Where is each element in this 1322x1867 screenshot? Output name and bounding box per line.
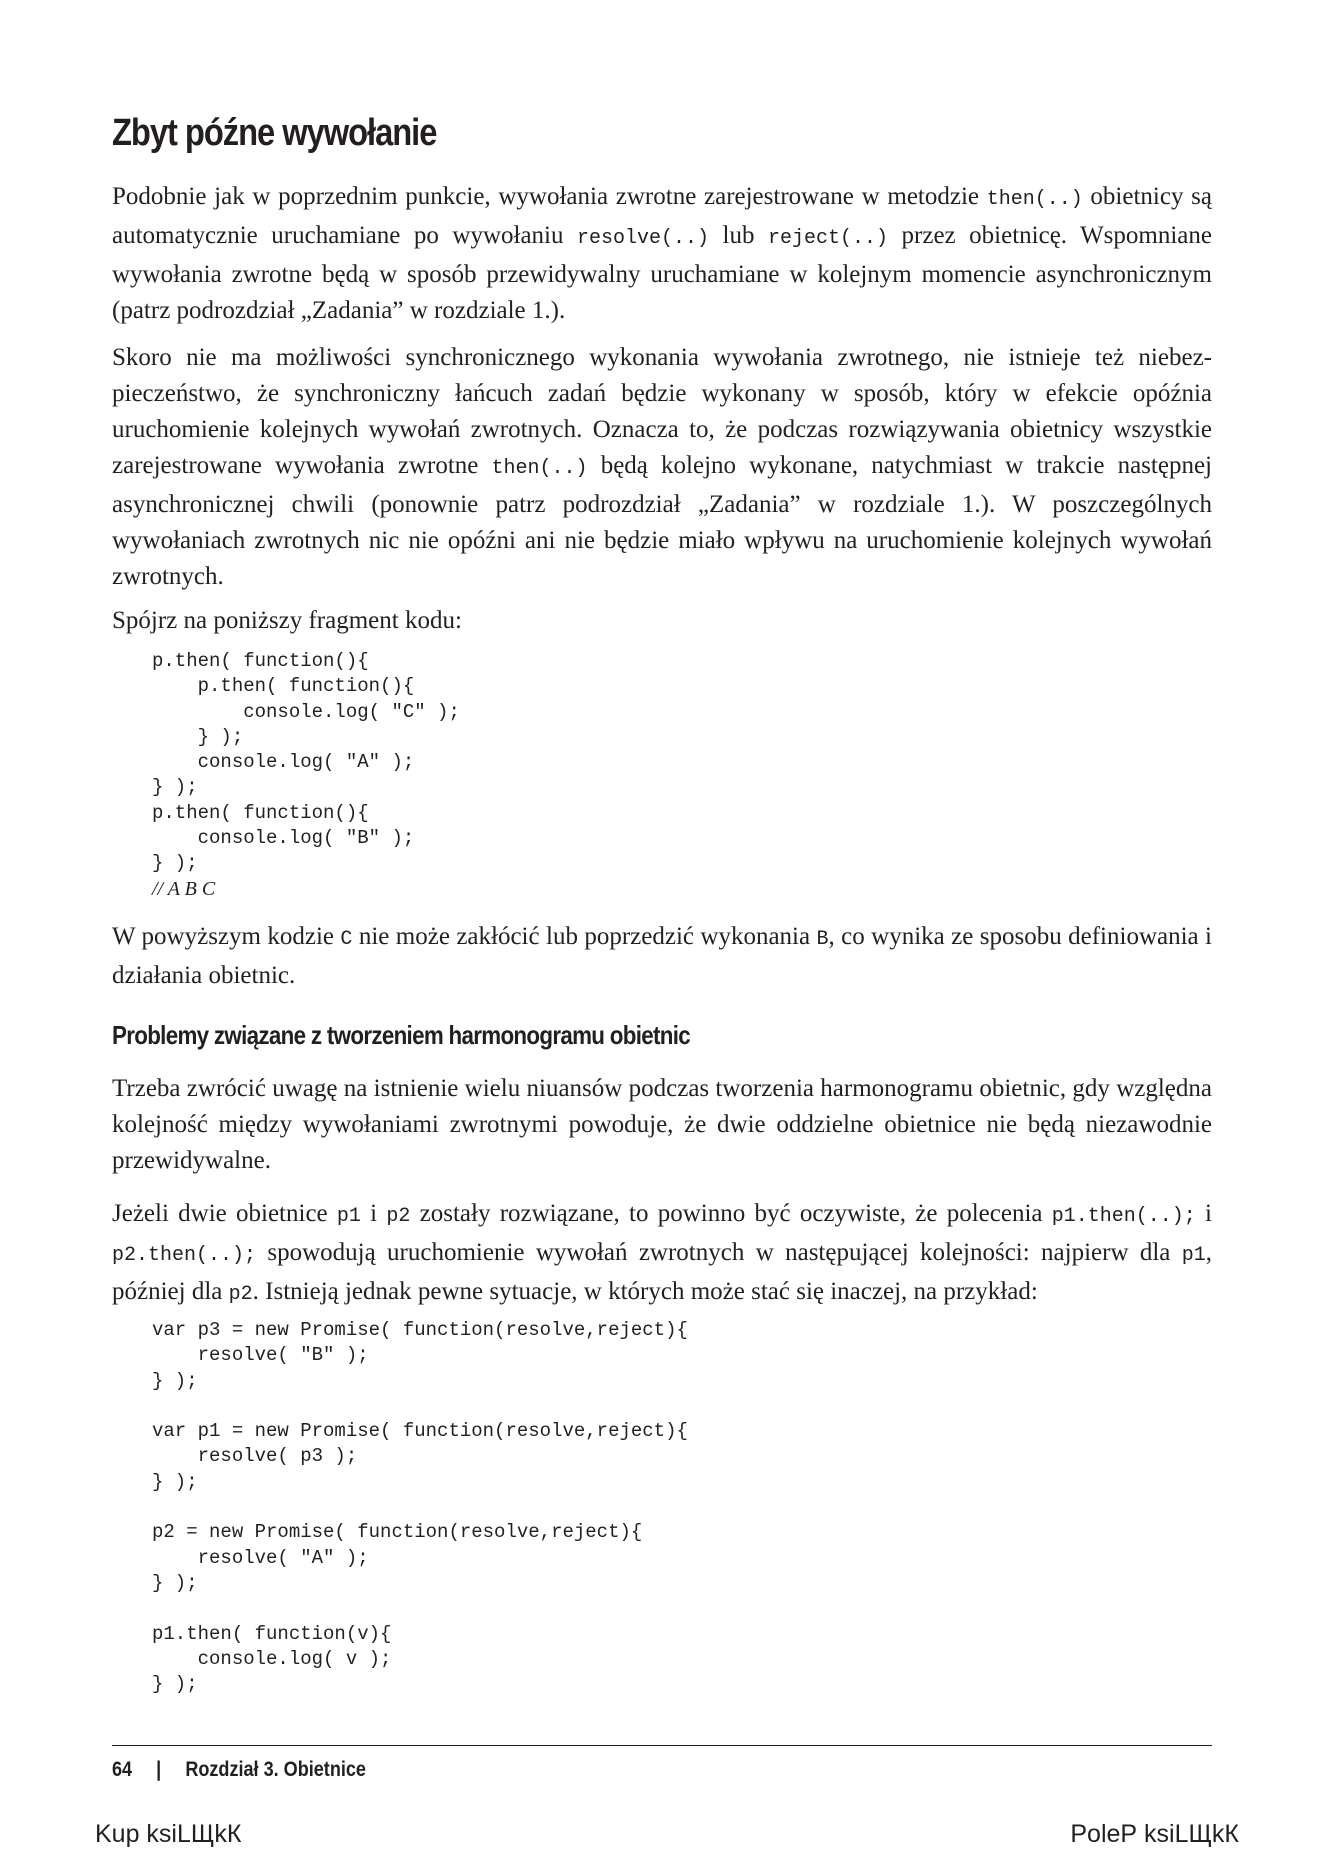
inline-code: C bbox=[340, 928, 353, 951]
watermark-right: PoleР ksiLЩkК bbox=[1070, 1820, 1239, 1848]
page-footer bbox=[112, 1758, 366, 1782]
inline-code: then(..) bbox=[986, 188, 1083, 211]
code-block-1: p.then( function(){ p.then( function(){ console.log( "C" ); } ); console.log( "A" ); } ); p.then( function(){ console.log( "B" ); } ); // A B C bbox=[152, 650, 460, 900]
inline-code: p1 bbox=[1181, 1244, 1206, 1267]
code-comment: // A B C bbox=[152, 877, 216, 900]
inline-code: p2.then(..); bbox=[112, 1244, 257, 1267]
inline-code: p1 bbox=[336, 1205, 361, 1228]
inline-code: p1.then(..); bbox=[1051, 1205, 1196, 1228]
inline-code: p2 bbox=[228, 1283, 253, 1306]
inline-code: then(..) bbox=[491, 457, 588, 480]
chapter-title: Rozdział 3. Obietnice bbox=[185, 1758, 366, 1781]
paragraph-6: Jeżeli dwie obietnice p1 i p2 zostały rozwiązane, to powinno być oczywiste, że polecenia p1.then(..); i p2.then(..); spowodują uruchomienie wywołań zwrotnych w następującej kolejności: najpierw dla p1, później dla p2. Istnieją jednak pewne sytuacje, w których może stać się inaczej, na przykład: bbox=[112, 1200, 1212, 1306]
subsection-heading: Problemy związane z tworzeniem harmonogramu obietnic bbox=[112, 1020, 691, 1050]
paragraph-5: Trzeba zwrócić uwagę na istnienie wielu niuansów podczas tworzenia harmonogramu obietnic, gdy względna kolejność między wywołaniami zwrotnymi powoduje, że dwie oddzielne obietnice nie będą niezawodnie przewidywalne. bbox=[112, 1075, 1212, 1174]
inline-code: B bbox=[816, 928, 829, 951]
footer-separator: | bbox=[156, 1758, 162, 1781]
page-number: 64 bbox=[112, 1758, 133, 1781]
inline-code: reject(..) bbox=[768, 227, 889, 250]
inline-code: p2 bbox=[386, 1205, 411, 1228]
footer-rule bbox=[112, 1745, 1212, 1746]
section-heading: Zbyt późne wywołanie bbox=[112, 112, 437, 154]
paragraph-3: Spójrz na poniższy fragment kodu: bbox=[112, 607, 462, 634]
watermark-left: Kup ksiLЩkК bbox=[95, 1820, 242, 1848]
paragraph-4: W powyższym kodzie C nie może zakłócić lub poprzedzić wykonania B, co wynika ze sposobu definiowania i działania obietnic. bbox=[112, 923, 1212, 989]
code-block-2: var p3 = new Promise( function(resolve,reject){ resolve( "B" ); } ); var p1 = new Promise( function(resolve,reject){ resolve( p3 ); } ); p2 = new Promise( function(resolve,reject){ resolve( "A" ); } ); p1.then( function(v){ console.log( v ); } ); bbox=[152, 1319, 688, 1696]
paragraph-1: Podobnie jak w poprzednim punkcie, wywołania zwrotne zarejestrowane w metodzie then(..) obietnicy są automatycznie uruchamiane po wywołaniu resolve(..) lub reject(..) przez obietnicę. Wspomniane wywołania zwrotne będą w sposób przewidywalny uruchamiane w kolejnym momencie asynchronicznym (patrz podrozdział „Zadania” w rozdziale 1.). bbox=[112, 183, 1212, 324]
inline-code: resolve(..) bbox=[577, 227, 710, 250]
paragraph-2: Skoro nie ma możliwości synchronicznego wykonania wywołania zwrotnego, nie istnieje też niebezpieczeństwo, że synchroniczny łańcuch zadań będzie wykonany w sposób, który w efekcie opóźnia uruchomienie kolejnych wywołań zwrotnych. Oznacza to, że podczas rozwiązywania obietnicy wszystkie zarejestrowane wywołania zwrotne then(..) będą kolejno wykonane, natychmiast w trakcie następnej asynchronicznej chwili (ponownie patrz podrozdział „Zadania” w rozdziale 1.). W poszczególnych wywołaniach zwrotnych nic nie opóźni ani nie będzie miało wpływu na uruchomienie kolejnych wywołań zwrotnych. bbox=[112, 344, 1212, 590]
